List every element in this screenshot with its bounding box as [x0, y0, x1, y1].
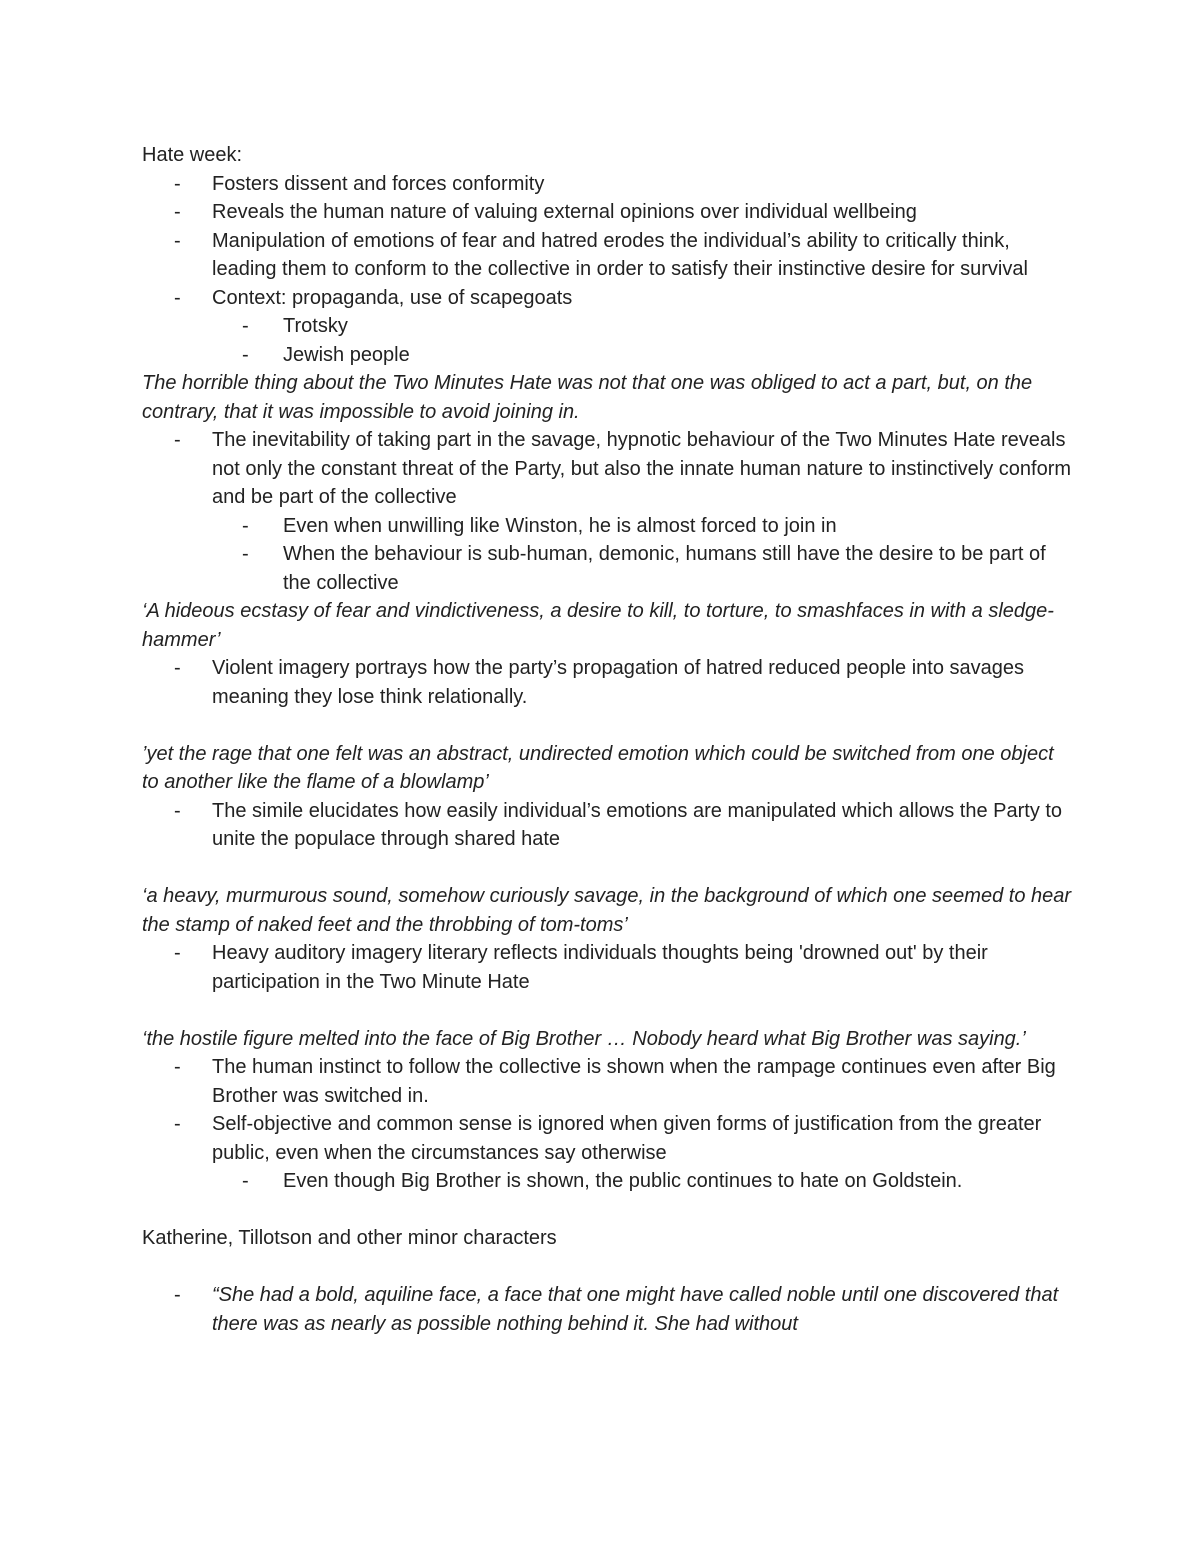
- bullet-text: Trotsky: [283, 315, 348, 337]
- bullet-item: [142, 312, 1072, 341]
- quotation: The horrible thing about the Two Minutes Hate was not that one was obliged to act a part, but, on the contrary, that it was impossible to avoid joining in.: [142, 372, 1033, 423]
- bullet-dash: -: [174, 1113, 181, 1135]
- bullet-text: Manipulation of emotions of fear and hatred erodes the individual’s ability to critically think, leading them to conform to the collective in order to satisfy their instinctive desire for survival: [212, 229, 1028, 280]
- blank-line: [142, 1253, 1072, 1282]
- bullet-text: The inevitability of taking part in the savage, hypnotic behaviour of the Two Minutes Hate reveals not only the constant threat of the Party, but also the innate human nature to instinctively conform and be part of the collective: [212, 429, 1072, 508]
- bullet-dash: -: [242, 315, 249, 337]
- bullet-dash: -: [174, 172, 181, 195]
- quotation: ’yet the rage that one felt was an abstract, undirected emotion which could be switched from one object to another like the flame of a blowlamp’: [142, 742, 1054, 793]
- bullet-text: Context: propaganda, use of scapegoats: [212, 286, 573, 309]
- bullet-text: Reveals the human nature of valuing external opinions over individual wellbeing: [212, 201, 917, 223]
- bullet-text: Self-objective and common sense is ignored when given forms of justification from the greater public, even when the circumstances say otherwise: [212, 1113, 1042, 1164]
- bullet-item: [142, 1110, 1072, 1167]
- bullet-text: Jewish people: [283, 343, 410, 366]
- paragraph: Hate week:: [142, 144, 243, 166]
- bullet-item: [142, 341, 1072, 370]
- quotation: ‘the hostile figure melted into the face of Big Brother … Nobody heard what Big Brother was saying.’: [142, 1027, 1026, 1050]
- bullet-text: The simile elucidates how easily individual’s emotions are manipulated which allows the Party to unite the populace through shared hate: [212, 799, 1063, 850]
- bullet-text: The human instinct to follow the collective is shown when the rampage continues even after Big Brother was switched in.: [212, 1056, 1056, 1107]
- bullet-item: [142, 198, 1072, 227]
- bullet-dash: -: [174, 657, 181, 679]
- bullet-text: Fosters dissent and forces conformity: [212, 172, 545, 195]
- bullet-dash: -: [174, 1284, 181, 1306]
- bullet-item: [142, 1167, 1072, 1196]
- bullet-dash: -: [242, 1170, 249, 1192]
- bullet-dash: -: [174, 201, 181, 223]
- bullet-text: Even when unwilling like Winston, he is almost forced to join in: [283, 514, 837, 537]
- bullet-dash: -: [174, 942, 181, 964]
- document-page: [142, 141, 1072, 1338]
- bullet-dash: -: [174, 286, 181, 309]
- bullet-dash: -: [242, 343, 249, 366]
- bullet-text: Even though Big Brother is shown, the public continues to hate on Goldstein.: [283, 1170, 963, 1192]
- bullet-item: [142, 170, 1072, 199]
- bullet-dash: -: [174, 229, 181, 252]
- bullet-item: [142, 654, 1072, 711]
- blank-line: [142, 996, 1072, 1025]
- quotation: ‘A hideous ecstasy of fear and vindictiveness, a desire to kill, to torture, to smashfaces in with a sledge-hammer’: [142, 600, 1054, 651]
- bullet-dash: -: [174, 799, 181, 822]
- bullet-dash: -: [242, 543, 249, 565]
- blank-line: [142, 711, 1072, 740]
- paragraph: Katherine, Tillotson and other minor characters: [142, 1227, 557, 1249]
- bullet-item: [142, 540, 1072, 597]
- bullet-item: [142, 284, 1072, 313]
- bullet-item: [142, 797, 1072, 854]
- bullet-text: When the behaviour is sub-human, demonic, humans still have the desire to be part of the collective: [283, 543, 1046, 594]
- bullet-item: [142, 512, 1072, 541]
- bullet-text: Heavy auditory imagery literary reflects individuals thoughts being 'drowned out' by their participation in the Two Minute Hate: [212, 942, 988, 993]
- bullet-text: “She had a bold, aquiline face, a face that one might have called noble until one discovered that there was as nearly as possible nothing behind it. She had without: [212, 1284, 1059, 1335]
- bullet-item: [142, 1053, 1072, 1110]
- blank-line: [142, 1196, 1072, 1225]
- bullet-dash: -: [242, 514, 249, 537]
- bullet-item: [142, 426, 1072, 512]
- bullet-dash: -: [174, 1056, 181, 1078]
- quotation: ‘a heavy, murmurous sound, somehow curiously savage, in the background of which one seemed to hear the stamp of naked feet and the throbbing of tom-toms’: [142, 885, 1072, 936]
- bullet-item: [142, 939, 1072, 996]
- bullet-item: [142, 227, 1072, 284]
- bullet-dash: -: [174, 429, 181, 451]
- bullet-item: [142, 1281, 1072, 1338]
- blank-line: [142, 854, 1072, 883]
- bullet-text: Violent imagery portrays how the party’s propagation of hatred reduced people into savages meaning they lose think relationally.: [212, 657, 1024, 708]
